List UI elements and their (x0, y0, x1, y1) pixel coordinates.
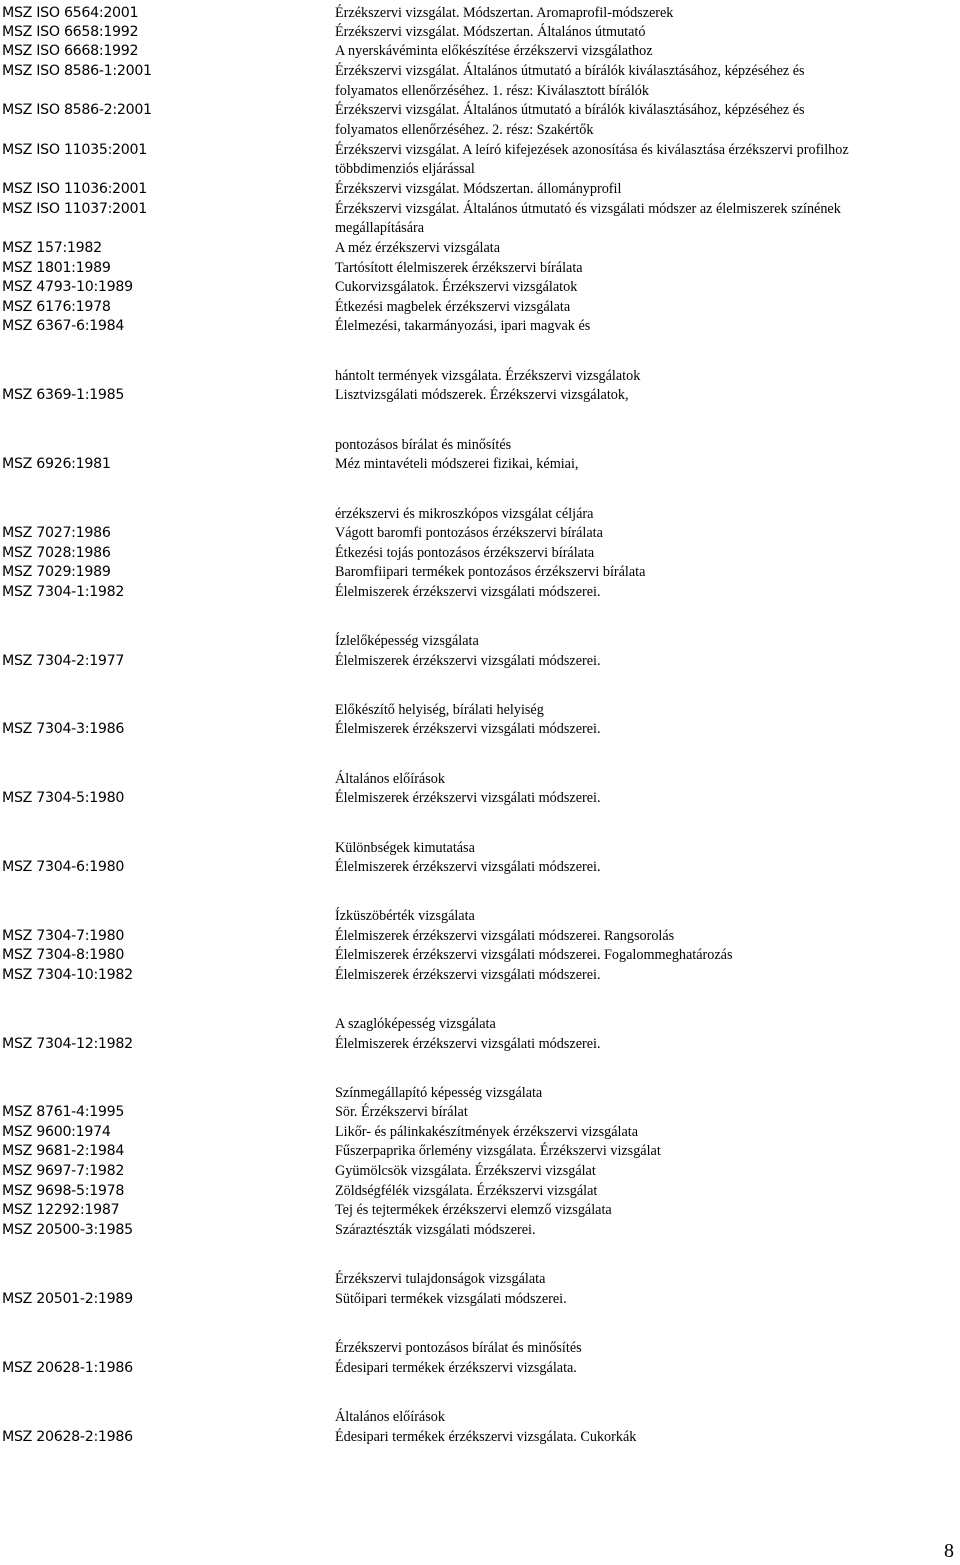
standard-title: Élelmiszerek érzékszervi vizsgálati módszerei. (335, 859, 601, 875)
standard-code: MSZ 7027:1986 (2, 525, 111, 541)
standard-code: MSZ ISO 8586-1:2001 (2, 63, 152, 79)
standard-title: Gyümölcsök vizsgálata. Érzékszervi vizsgálat (335, 1163, 596, 1179)
standard-title: Sütőipari termékek vizsgálati módszerei. (335, 1291, 567, 1307)
standard-code: MSZ 7304-2:1977 (2, 653, 125, 669)
standard-title: A méz érzékszervi vizsgálata (335, 240, 501, 256)
standard-title: A nyerskávéminta előkészítése érzékszervi vizsgálathoz (335, 43, 653, 59)
standard-code: MSZ 7028:1986 (2, 545, 111, 561)
standard-code: MSZ 9698-5:1978 (2, 1183, 125, 1199)
standard-title: Érzékszervi vizsgálat. Általános útmutató és vizsgálati módszer az élelmiszerek színének (335, 201, 841, 217)
standard-title: Édesipari termékek érzékszervi vizsgálata. (335, 1360, 577, 1376)
standard-code: MSZ ISO 8586-2:2001 (2, 102, 152, 118)
standard-code: MSZ 7304-3:1986 (2, 721, 125, 737)
standard-code: MSZ 20501-2:1989 (2, 1291, 133, 1307)
standard-title: Élelmiszerek érzékszervi vizsgálati módszerei. Fogalommeghatározás (335, 947, 733, 963)
standard-code: MSZ ISO 6658:1992 (2, 24, 139, 40)
standard-code: MSZ 9697-7:1982 (2, 1163, 125, 1179)
standard-code: MSZ ISO 11035:2001 (2, 142, 147, 158)
standard-title: Érzékszervi tulajdonságok vizsgálata (335, 1271, 546, 1287)
standard-title: A szaglóképesség vizsgálata (335, 1016, 496, 1032)
standard-code: MSZ 7304-10:1982 (2, 967, 133, 983)
standard-title: Vágott baromfi pontozásos érzékszervi bírálata (335, 525, 603, 541)
standard-code: MSZ 20628-2:1986 (2, 1429, 133, 1445)
standard-code: MSZ 7304-1:1982 (2, 584, 125, 600)
page-number: 8 (944, 1540, 954, 1562)
standard-code: MSZ 1801:1989 (2, 260, 111, 276)
standard-code: MSZ 7029:1989 (2, 564, 111, 580)
standard-code: MSZ 12292:1987 (2, 1202, 120, 1218)
standard-title: hántolt termények vizsgálata. Érzékszervi vizsgálatok (335, 368, 641, 384)
standard-title: érzékszervi és mikroszkópos vizsgálat céljára (335, 506, 594, 522)
standard-code: MSZ 4793-10:1989 (2, 279, 133, 295)
standard-code: MSZ 20500-3:1985 (2, 1222, 133, 1238)
standard-code: MSZ 6369-1:1985 (2, 387, 125, 403)
standard-title: Étkezési magbelek érzékszervi vizsgálata (335, 299, 571, 315)
standard-code: MSZ 7304-5:1980 (2, 790, 125, 806)
standard-title: Élelmiszerek érzékszervi vizsgálati módszerei. (335, 721, 601, 737)
standard-title: Fűszerpaprika őrlemény vizsgálata. Érzékszervi vizsgálat (335, 1143, 661, 1159)
standard-code: MSZ 6926:1981 (2, 456, 111, 472)
standard-code: MSZ 9600:1974 (2, 1124, 111, 1140)
standard-code: MSZ 7304-6:1980 (2, 859, 125, 875)
standard-title: folyamatos ellenőrzéséhez. 1. rész: Kiválasztott bírálók (335, 83, 649, 99)
standard-code: MSZ 7304-7:1980 (2, 928, 125, 944)
standard-title: Élelmiszerek érzékszervi vizsgálati módszerei. (335, 1036, 601, 1052)
standard-title: pontozásos bírálat és minősítés (335, 437, 512, 453)
standard-code: MSZ 7304-12:1982 (2, 1036, 133, 1052)
standard-title: Élelmiszerek érzékszervi vizsgálati módszerei. (335, 790, 601, 806)
standard-title: folyamatos ellenőrzéséhez. 2. rész: Szakértők (335, 122, 594, 138)
standard-title: Általános előírások (335, 771, 445, 787)
standard-title: Ízlelőképesség vizsgálata (335, 633, 479, 649)
standard-title: Édesipari termékek érzékszervi vizsgálata. Cukorkák (335, 1429, 637, 1445)
standard-title: Baromfiipari termékek pontozásos érzékszervi bírálata (335, 564, 646, 580)
standard-code: MSZ ISO 11036:2001 (2, 181, 147, 197)
standard-code: MSZ 20628-1:1986 (2, 1360, 133, 1376)
standard-code: MSZ 8761-4:1995 (2, 1104, 125, 1120)
standard-code: MSZ 157:1982 (2, 240, 102, 256)
standard-title: Élelmezési, takarmányozási, ipari magvak és (335, 318, 591, 334)
standard-title: Érzékszervi vizsgálat. A leíró kifejezések azonosítása és kiválasztása érzékszervi profilhoz (335, 142, 849, 158)
standard-title: Színmegállapító képesség vizsgálata (335, 1085, 543, 1101)
standard-title: Különbségek kimutatása (335, 840, 475, 856)
standard-title: Zöldségfélék vizsgálata. Érzékszervi vizsgálat (335, 1183, 598, 1199)
standard-title: Élelmiszerek érzékszervi vizsgálati módszerei. Rangsorolás (335, 928, 675, 944)
standard-code: MSZ 6176:1978 (2, 299, 111, 315)
standard-code: MSZ 9681-2:1984 (2, 1143, 125, 1159)
standard-code: MSZ 7304-8:1980 (2, 947, 125, 963)
standard-title: megállapítására (335, 220, 425, 236)
standard-title: Tej és tejtermékek érzékszervi elemző vizsgálata (335, 1202, 612, 1218)
standard-title: Tartósított élelmiszerek érzékszervi bírálata (335, 260, 583, 276)
standard-title: Méz mintavételi módszerei fizikai, kémiai, (335, 456, 579, 472)
standard-code: MSZ ISO 11037:2001 (2, 201, 147, 217)
standard-title: Érzékszervi vizsgálat. Módszertan. Általános útmutató (335, 24, 646, 40)
standard-code: MSZ ISO 6668:1992 (2, 43, 139, 59)
standard-title: Ízküszöbérték vizsgálata (335, 908, 475, 924)
standard-title: Száraztészták vizsgálati módszerei. (335, 1222, 536, 1238)
standard-title: Előkészítő helyiség, bírálati helyiség (335, 702, 544, 718)
standard-title: Érzékszervi vizsgálat. Módszertan. Aromaprofil-módszerek (335, 5, 674, 21)
standard-title: többdimenziós eljárással (335, 161, 475, 177)
standard-title: Cukorvizsgálatok. Érzékszervi vizsgálatok (335, 279, 578, 295)
standard-title: Érzékszervi vizsgálat. Általános útmutató a bírálók kiválasztásához, képzéséhez és (335, 102, 805, 118)
standard-title: Érzékszervi vizsgálat. Általános útmutató a bírálók kiválasztásához, képzéséhez és (335, 63, 805, 79)
standard-title: Étkezési tojás pontozásos érzékszervi bírálata (335, 545, 595, 561)
standard-title: Általános előírások (335, 1409, 445, 1425)
standard-title: Érzékszervi vizsgálat. Módszertan. állományprofil (335, 181, 622, 197)
standard-code: MSZ ISO 6564:2001 (2, 5, 139, 21)
standard-title: Érzékszervi pontozásos bírálat és minősítés (335, 1340, 582, 1356)
standard-title: Élelmiszerek érzékszervi vizsgálati módszerei. (335, 967, 601, 983)
standard-title: Sör. Érzékszervi bírálat (335, 1104, 468, 1120)
standard-title: Élelmiszerek érzékszervi vizsgálati módszerei. (335, 584, 601, 600)
standard-title: Likőr- és pálinkakészítmények érzékszervi vizsgálata (335, 1124, 639, 1140)
standard-title: Lisztvizsgálati módszerek. Érzékszervi vizsgálatok, (335, 387, 629, 403)
standard-code: MSZ 6367-6:1984 (2, 318, 125, 334)
standard-title: Élelmiszerek érzékszervi vizsgálati módszerei. (335, 653, 601, 669)
